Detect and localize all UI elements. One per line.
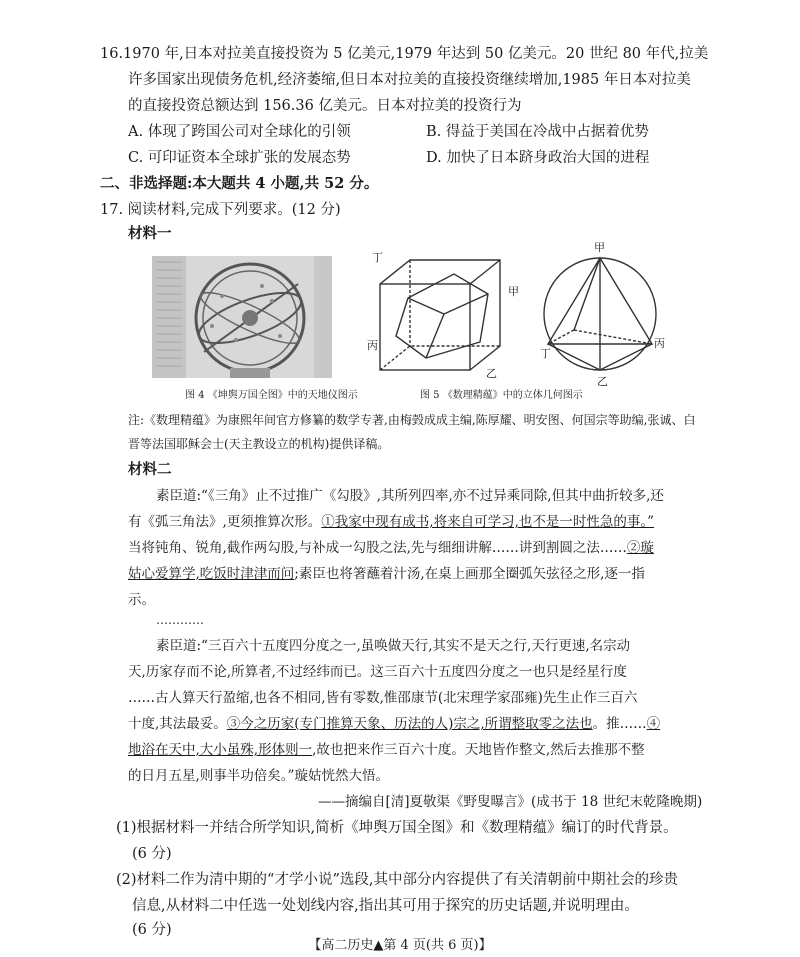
m2-para2-line3: ……古人算天行盈缩,也各不相同,皆有零数,惟邵康节(北宋理学家邵雍)先生止作三百六: [128, 690, 638, 706]
sub2-line3: (6 分): [132, 922, 172, 938]
q16-option-c[interactable]: C. 可印证资本全球扩张的发展态势: [128, 150, 351, 166]
figure-5-label-jia: 甲: [508, 285, 519, 298]
q17-stem: 17. 阅读材料,完成下列要求。(12 分): [100, 202, 341, 218]
q16-option-b[interactable]: B. 得益于美国在冷战中占据着优势: [426, 124, 649, 140]
figure-5-label-bing: 丙: [367, 339, 378, 352]
material-one-title: 材料一: [128, 225, 172, 242]
m2-para2-line4: 十度,其法最妥。③今之历家(专门推算天象、历法的人)宗之,所谓整取零之法也。推……④: [128, 716, 661, 732]
figure-5b-label-bing: 丙: [654, 337, 665, 350]
m2-para1-line3: 当将钝角、锐角,截作两勾股,与补成一勾股之法,先与细细讲解……讲到割圆之法……②璇: [128, 540, 654, 556]
m2-para2-line6: 的日月五星,则事半功倍矣。”璇姑恍然大悟。: [128, 768, 389, 784]
note-line1: 注:《数理精蕴》为康熙年间官方修纂的数学专著,由梅瑴成成主编,陈厚耀、明安图、何国宗等助编,张诚、白: [128, 413, 696, 427]
q16-option-d[interactable]: D. 加快了日本跻身政治大国的进程: [426, 150, 650, 166]
underline-1: ①我家中现有成书,将来自可学习,也不是一时性急的事。”: [321, 514, 655, 530]
m2-para2-line2: 天,历家存而不论,所算者,不过经纬而已。这三百六十五度四分度之一也只是经星行度: [128, 664, 627, 680]
material-two-title: 材料二: [128, 461, 172, 478]
figure-5b-label-yi: 乙: [597, 375, 608, 388]
sub2-line2: 信息,从材料二中任选一处划线内容,指出其可用于探究的历史话题,并说明理由。: [132, 898, 639, 914]
figure-5-tetrahedron-diagram: [534, 252, 666, 374]
figure-5-label-ding: 丁: [372, 251, 383, 264]
figure-5b-label-jia: 甲: [594, 241, 605, 254]
q16-stem-line1: 16.1970 年,日本对拉美直接投资为 5 亿美元,1979 年达到 50 亿美元。20 世纪 80 年代,拉美: [100, 46, 709, 62]
sub1-line2: (6 分): [132, 846, 172, 862]
q16-option-a[interactable]: A. 体现了跨国公司对全球化的引领: [128, 124, 351, 140]
figure-5b-label-ding: 丁: [540, 347, 551, 360]
figure-5-caption: 图 5 《数理精蕴》中的立体几何图示: [420, 390, 583, 401]
figure-4-armillary-image: [152, 256, 332, 378]
figure-5-label-yi: 乙: [486, 367, 497, 380]
underline-2: 姑心爱算学,吃饭时津津而问: [128, 566, 295, 582]
m2-para1-line5: 示。: [128, 592, 155, 608]
figure-5-cube-diagram: [368, 250, 518, 380]
source-citation: ——摘编自[清]夏敬渠《野叟曝言》(成书于 18 世纪末乾隆晚期): [318, 794, 703, 810]
underline-3: ③今之历家(专门推算天象、历法的人)宗之,所谓整取零之法也: [226, 716, 593, 732]
underline-2-start: ②璇: [626, 540, 654, 556]
q16-stem-line2: 许多国家出现债务危机,经济萎缩,但日本对拉美的直接投资继续增加,1985 年日本对拉美: [128, 72, 691, 88]
m2-para1-line1: 素臣道:“《三角》止不过推广《勾股》,其所列四率,亦不过异乘同除,但其中曲折较多,还: [156, 488, 664, 504]
m2-para2-line1: 素臣道:“三百六十五度四分度之一,虽唤做天行,其实不是天之行,天行更速,名宗动: [156, 638, 631, 654]
omission-dots: …………: [156, 613, 204, 627]
section-heading: 二、非选择题:本大题共 4 小题,共 52 分。: [100, 175, 379, 192]
m2-para2-line5: 地浴在天中,大小虽殊,形体则一,故也把来作三百六十度。天地皆作整文,然后去推那不整: [128, 742, 645, 758]
sub1-line1: (1)根据材料一并结合所学知识,简析《坤舆万国全图》和《数理精蕴》编订的时代背景。: [116, 820, 678, 836]
q16-stem-line3: 的直接投资总额达到 156.36 亿美元。日本对拉美的投资行为: [128, 98, 522, 114]
underline-4: 地浴在天中,大小虽殊,形体则一: [128, 742, 313, 758]
figure-4-caption: 图 4 《坤舆万国全图》中的天地仪图示: [185, 390, 358, 401]
page-footer: 【高二历史▲第 4 页(共 6 页)】: [308, 938, 492, 953]
note-line2: 晋等法国耶稣会士(天主教设立的机构)提供译稿。: [128, 437, 390, 451]
m2-para1-line4: 姑心爱算学,吃饭时津津而问;素臣也将箸蘸着汁汤,在桌上画那全圈弧矢弦径之形,逐一指: [128, 566, 645, 582]
m2-para1-line2: 有《弧三角法》,更须推算次形。①我家中现有成书,将来自可学习,也不是一时性急的事。”: [128, 514, 655, 530]
sub2-line1: (2)材料二作为清中期的“才学小说”选段,其中部分内容提供了有关清朝前中期社会的珍贵: [116, 872, 678, 888]
